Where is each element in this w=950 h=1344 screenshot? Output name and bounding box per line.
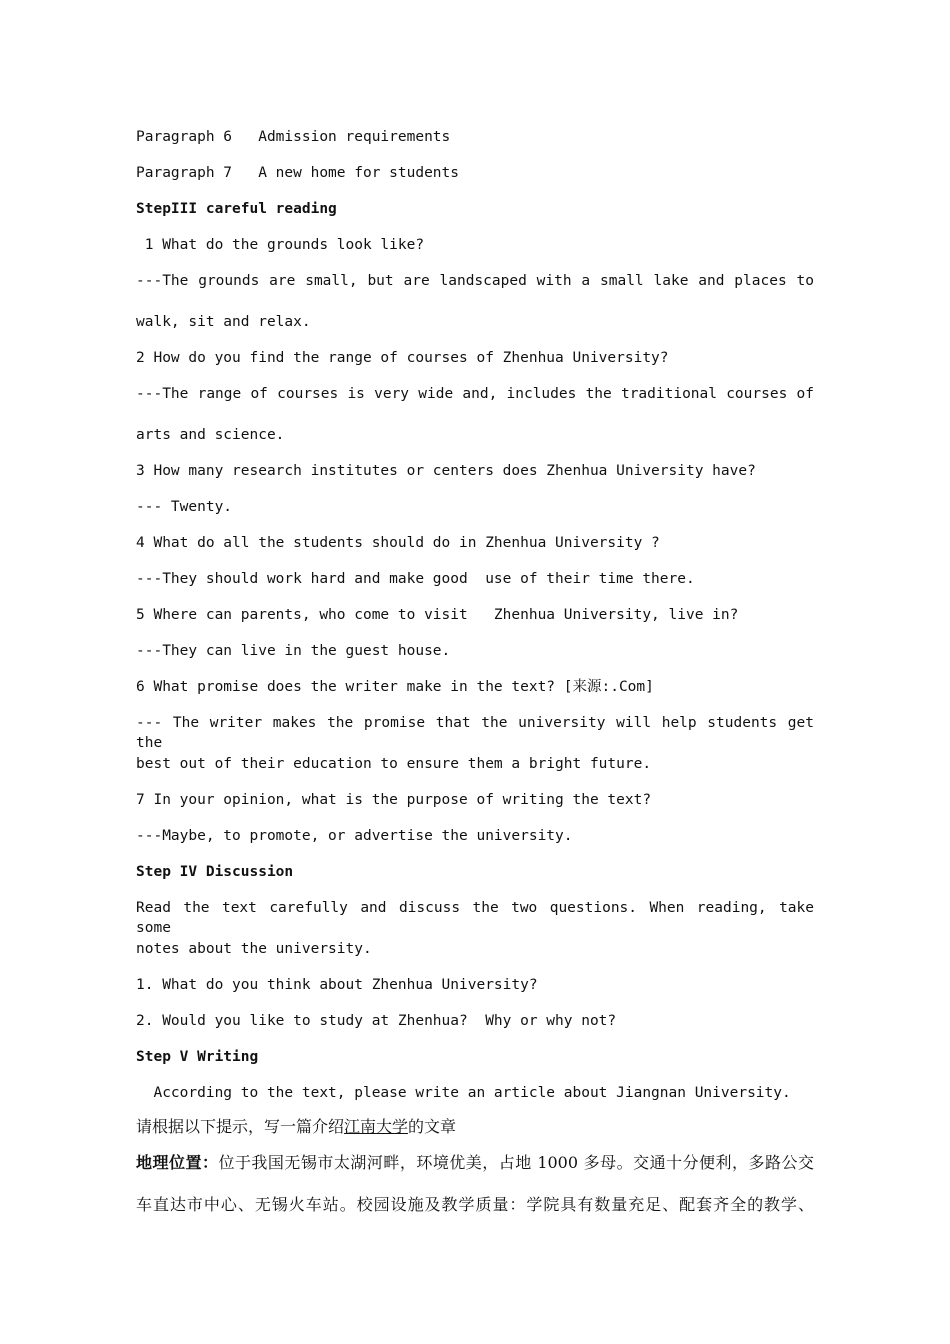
question-5: 5 Where can parents, who come to visit Zhenhua University, live in? xyxy=(136,607,739,623)
answer-2-line-2: arts and science. xyxy=(136,427,285,443)
chinese-prompt-suffix: 的文章 xyxy=(408,1117,457,1136)
step-3-heading: StepIII careful reading xyxy=(136,201,337,217)
answer-7: ---Maybe, to promote, or advertise the university. xyxy=(136,828,573,844)
location-label: 地理位置： xyxy=(136,1153,219,1172)
paragraph-6-line: Paragraph 6 Admission requirements xyxy=(136,129,451,145)
jiangnan-university-link[interactable]: 江南大学 xyxy=(344,1117,409,1136)
answer-6-line-2: best out of their education to ensure them a bright future. xyxy=(136,756,652,772)
discussion-line-1: Read the text carefully and discuss the two questions. When reading, take some xyxy=(136,900,814,936)
location-text: 位于我国无锡市太湖河畔，环境优美，占地 1000 多母。交通十分便利，多路公交 xyxy=(218,1153,814,1172)
step-4-heading: Step IV Discussion xyxy=(136,864,294,880)
answer-6-line-1: --- The writer makes the promise that the university will help students get the xyxy=(136,715,814,751)
answer-1-line-2: walk, sit and relax. xyxy=(136,314,311,330)
answer-4: ---They should work hard and make good use of their time there. xyxy=(136,571,695,587)
step-5-heading: Step V Writing xyxy=(136,1049,259,1065)
answer-5: ---They can live in the guest house. xyxy=(136,643,451,659)
discussion-question-1: 1. What do you think about Zhenhua University? xyxy=(136,977,538,993)
question-4: 4 What do all the students should do in Zhenhua University ? xyxy=(136,535,660,551)
question-6: 6 What promise does the writer make in the text? [来源:.Com] xyxy=(136,679,654,695)
chinese-prompt-line xyxy=(136,1117,456,1137)
question-3: 3 How many research institutes or centers does Zhenhua University have? xyxy=(136,463,756,479)
paragraph-7-line: Paragraph 7 A new home for students xyxy=(136,165,460,181)
question-2: 2 How do you find the range of courses of Zhenhua University? xyxy=(136,350,669,366)
facilities-line: 车直达市中心、无锡火车站。校园设施及教学质量：学院具有数量充足、配套齐全的教学、 xyxy=(136,1195,814,1214)
chinese-prompt-prefix: 请根据以下提示，写一篇介绍 xyxy=(136,1117,345,1136)
discussion-question-2: 2. Would you like to study at Zhenhua? Why or why not? xyxy=(136,1013,617,1029)
answer-3: --- Twenty. xyxy=(136,499,233,515)
writing-instruction: According to the text, please write an article about Jiangnan University. xyxy=(136,1085,791,1101)
answer-2-line-1: ---The range of courses is very wide and, includes the traditional courses of xyxy=(136,386,814,402)
question-1: 1 What do the grounds look like? xyxy=(136,237,425,253)
question-7: 7 In your opinion, what is the purpose of writing the text? xyxy=(136,792,652,808)
discussion-line-2: notes about the university. xyxy=(136,941,372,957)
location-line xyxy=(136,1153,814,1173)
answer-1-line-1: ---The grounds are small, but are landscaped with a small lake and places to xyxy=(136,273,814,289)
